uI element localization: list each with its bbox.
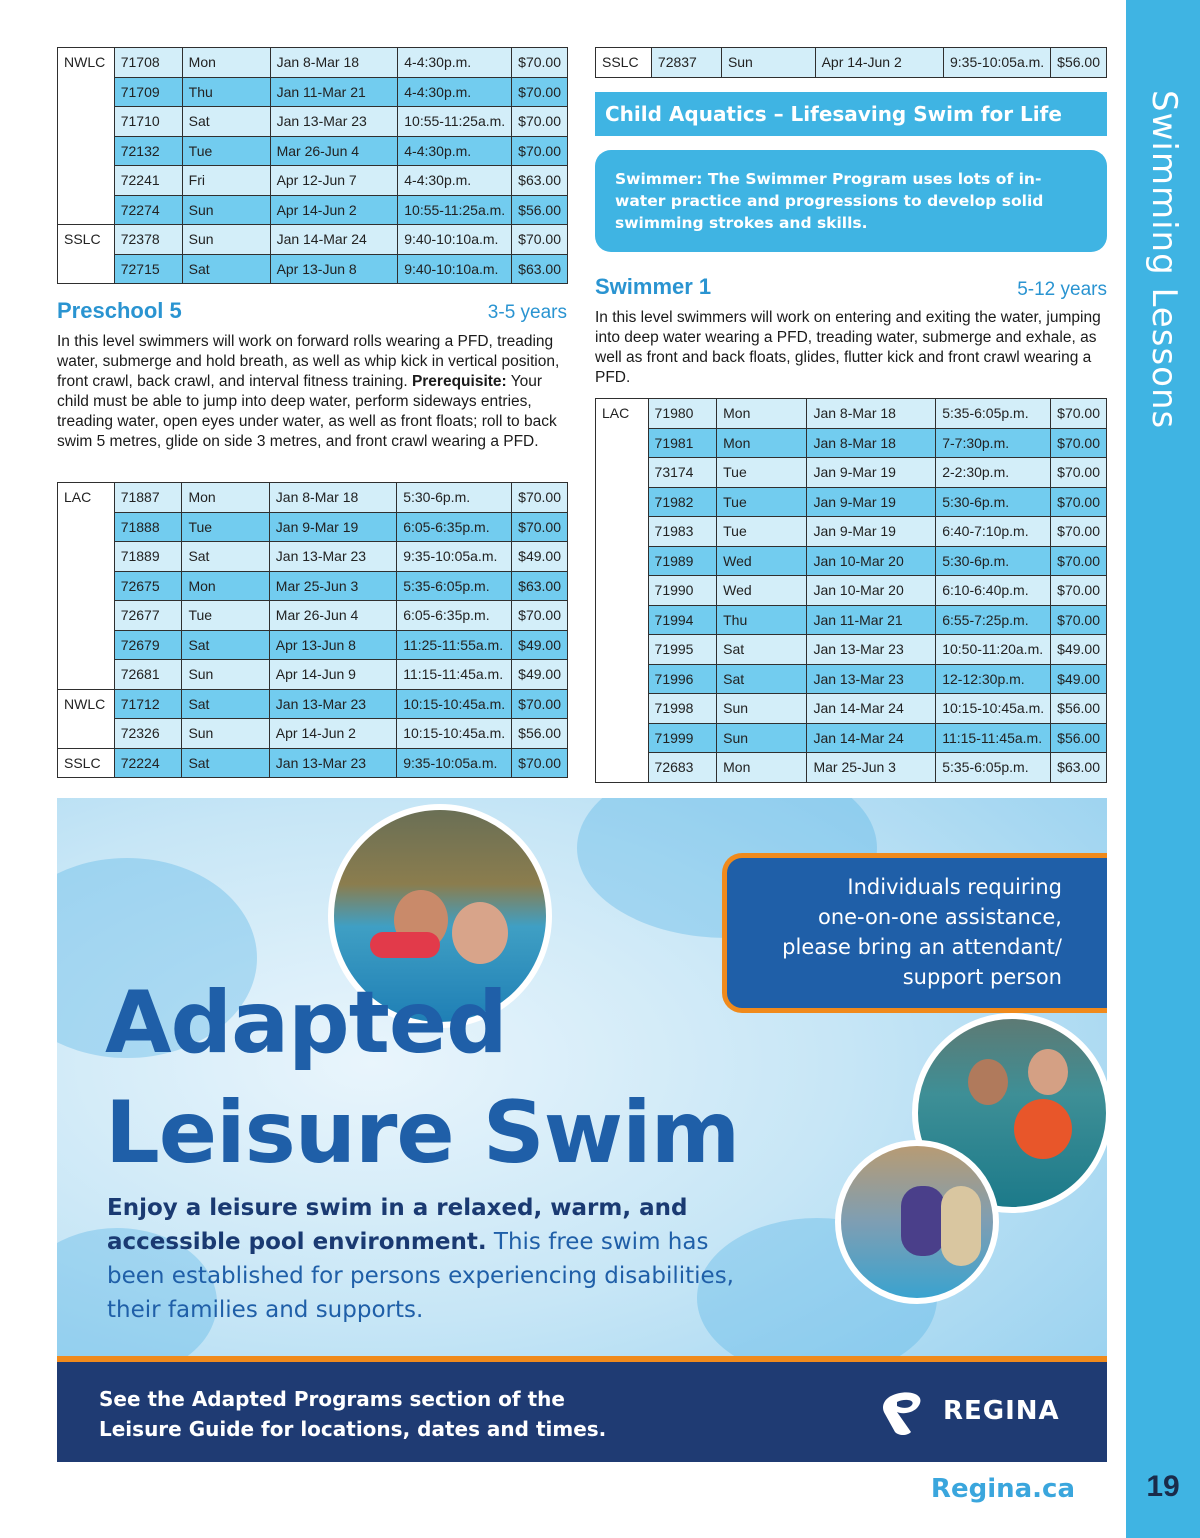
- course-code-cell: 71709: [114, 77, 182, 107]
- fee-cell: $49.00: [512, 542, 568, 572]
- fee-cell: $63.00: [512, 166, 568, 196]
- day-cell: Sun: [182, 225, 270, 255]
- course-code-cell: 72683: [648, 753, 717, 783]
- time-cell: 2-2:30p.m.: [936, 458, 1051, 488]
- dates-cell: Jan 10-Mar 20: [807, 576, 936, 606]
- fee-cell: $70.00: [512, 107, 568, 137]
- time-cell: 10:55-11:25a.m.: [398, 107, 512, 137]
- footer-line: Leisure Guide for locations, dates and times.: [99, 1417, 607, 1441]
- course-code-cell: 71999: [648, 723, 717, 753]
- location-cell: NWLC: [58, 689, 115, 748]
- course-code-cell: 72241: [114, 166, 182, 196]
- fee-cell: $70.00: [512, 512, 568, 542]
- promo-title-line2: Leisure Swim: [105, 1083, 740, 1183]
- day-cell: Tue: [182, 601, 269, 631]
- day-cell: Mon: [182, 571, 269, 601]
- dates-cell: Jan 8-Mar 18: [270, 48, 398, 78]
- fee-cell: $63.00: [1051, 753, 1107, 783]
- schedule-table-preschool-4: [57, 47, 568, 284]
- day-cell: Tue: [717, 487, 807, 517]
- fee-cell: $49.00: [512, 630, 568, 660]
- course-code-cell: 72224: [114, 748, 182, 778]
- location-cell: LAC: [596, 399, 649, 783]
- table-row: [596, 605, 1107, 635]
- schedule-table-preschool-5: [57, 482, 568, 778]
- time-cell: 6:10-6:40p.m.: [936, 576, 1051, 606]
- table-row: [58, 630, 568, 660]
- course-code-cell: 73174: [648, 458, 717, 488]
- time-cell: 10:50-11:20a.m.: [936, 635, 1051, 665]
- day-cell: Fri: [182, 166, 270, 196]
- day-cell: Sat: [182, 254, 270, 284]
- dates-cell: Apr 14-Jun 9: [269, 660, 396, 690]
- fee-cell: $56.00: [1051, 48, 1107, 78]
- course-code-cell: 71980: [648, 399, 717, 429]
- course-code-cell: 71998: [648, 694, 717, 724]
- fee-cell: $70.00: [512, 136, 568, 166]
- day-cell: Sat: [182, 748, 269, 778]
- dates-cell: Apr 14-Jun 2: [269, 719, 396, 749]
- fee-cell: $70.00: [512, 77, 568, 107]
- day-cell: Mon: [182, 483, 269, 513]
- table-row: [58, 136, 568, 166]
- table-row: [58, 254, 568, 284]
- course-code-cell: 71989: [648, 546, 717, 576]
- dates-cell: Jan 10-Mar 20: [807, 546, 936, 576]
- time-cell: 5:35-6:05p.m.: [936, 399, 1051, 429]
- time-cell: 6:05-6:35p.m.: [397, 601, 512, 631]
- table-row: [596, 517, 1107, 547]
- fee-cell: $63.00: [512, 571, 568, 601]
- table-row: [596, 458, 1107, 488]
- fee-cell: $70.00: [1051, 576, 1107, 606]
- fee-cell: $70.00: [1051, 399, 1107, 429]
- location-cell: LAC: [58, 483, 115, 690]
- course-code-cell: 71994: [648, 605, 717, 635]
- time-cell: 6:55-7:25p.m.: [936, 605, 1051, 635]
- prerequisite-label: Prerequisite:: [411, 373, 507, 390]
- dates-cell: Jan 13-Mar 23: [269, 689, 396, 719]
- footer-line: See the Adapted Programs section of the: [99, 1387, 565, 1411]
- day-cell: Sun: [182, 660, 269, 690]
- dates-cell: Apr 14-Jun 2: [270, 195, 398, 225]
- day-cell: Sat: [717, 664, 807, 694]
- preschool5-age: 3-5 years: [487, 302, 567, 323]
- attendant-line: one-on-one assistance,: [817, 905, 1062, 929]
- day-cell: Sat: [182, 542, 269, 572]
- time-cell: 9:35-10:05a.m.: [397, 748, 512, 778]
- time-cell: 10:15-10:45a.m.: [936, 694, 1051, 724]
- time-cell: 10:15-10:45a.m.: [397, 719, 512, 749]
- table-row: [58, 512, 568, 542]
- pool-photo-lift: [835, 1140, 999, 1304]
- promo-footer: [57, 1356, 1107, 1462]
- day-cell: Mon: [717, 399, 807, 429]
- day-cell: Sun: [717, 694, 807, 724]
- table-row: [596, 753, 1107, 783]
- table-row: [58, 483, 568, 513]
- course-code-cell: 71982: [648, 487, 717, 517]
- day-cell: Sat: [182, 107, 270, 137]
- table-row: [596, 694, 1107, 724]
- regina-logo-text: REGINA: [943, 1396, 1060, 1426]
- location-cell: SSLC: [596, 48, 652, 78]
- attendant-line: Individuals requiring: [847, 875, 1062, 899]
- dates-cell: Jan 9-Mar 19: [807, 487, 936, 517]
- course-code-cell: 71710: [114, 107, 182, 137]
- adapted-swim-promo: [57, 798, 1107, 1462]
- table-row: [58, 107, 568, 137]
- time-cell: 10:55-11:25a.m.: [398, 195, 512, 225]
- table-row: [58, 689, 568, 719]
- course-code-cell: 71887: [114, 483, 182, 513]
- fee-cell: $70.00: [512, 48, 568, 78]
- time-cell: 9:40-10:10a.m.: [398, 254, 512, 284]
- course-code-cell: 71712: [114, 689, 182, 719]
- fee-cell: $56.00: [512, 195, 568, 225]
- course-code-cell: 71990: [648, 576, 717, 606]
- preschool5-description: [57, 332, 572, 452]
- fee-cell: $70.00: [512, 483, 568, 513]
- page-number: 19: [1146, 1470, 1180, 1503]
- table-row: [596, 635, 1107, 665]
- fee-cell: $70.00: [1051, 487, 1107, 517]
- time-cell: 9:35-10:05a.m.: [944, 48, 1051, 78]
- time-cell: 12-12:30p.m.: [936, 664, 1051, 694]
- promo-title-line1: Adapted: [105, 973, 507, 1073]
- fee-cell: $70.00: [512, 748, 568, 778]
- promo-lead-rest: This free swim has been established for persons experiencing disabilities, their families and supports.: [107, 1229, 734, 1323]
- table-row: [58, 225, 568, 255]
- course-code-cell: 71996: [648, 664, 717, 694]
- course-code-cell: 72679: [114, 630, 182, 660]
- dates-cell: Jan 13-Mar 23: [807, 664, 936, 694]
- dates-cell: Jan 9-Mar 19: [807, 517, 936, 547]
- day-cell: Sat: [182, 689, 269, 719]
- preschool5-title: Preschool 5: [57, 298, 182, 323]
- table-row: [58, 719, 568, 749]
- time-cell: 4-4:30p.m.: [398, 48, 512, 78]
- dates-cell: Jan 14-Mar 24: [270, 225, 398, 255]
- dates-cell: Jan 8-Mar 18: [269, 483, 396, 513]
- day-cell: Sun: [182, 719, 269, 749]
- table-row: [58, 48, 568, 78]
- course-code-cell: 72675: [114, 571, 182, 601]
- day-cell: Wed: [717, 576, 807, 606]
- course-code-cell: 72274: [114, 195, 182, 225]
- table-row: [596, 428, 1107, 458]
- attendant-line: please bring an attendant/: [782, 935, 1062, 959]
- dates-cell: Jan 13-Mar 23: [269, 542, 396, 572]
- fee-cell: $70.00: [1051, 428, 1107, 458]
- table-row: [596, 576, 1107, 606]
- schedule-table-swimmer-1: [595, 398, 1107, 783]
- time-cell: 11:25-11:55a.m.: [397, 630, 512, 660]
- fee-cell: $70.00: [1051, 605, 1107, 635]
- day-cell: Mon: [717, 428, 807, 458]
- prerequisite-text: Your child must be able to jump into deep water, perform sideways entries, treading water, open eyes under water, as well as front floats; roll to back swim 5 metres, glide on side 3 metres, and front crawl wearing a PFD.: [57, 373, 557, 450]
- swimmer1-age: 5-12 years: [1017, 279, 1107, 300]
- course-code-cell: 71983: [648, 517, 717, 547]
- day-cell: Mon: [717, 753, 807, 783]
- dates-cell: Jan 11-Mar 21: [807, 605, 936, 635]
- location-cell: SSLC: [58, 748, 115, 778]
- day-cell: Tue: [182, 512, 269, 542]
- day-cell: Tue: [717, 458, 807, 488]
- preschool5-desc-text: In this level swimmers will work on forward rolls wearing a PFD, treading water, submerge and hold breath, as well as whip kick in vertical position, front crawl, back crawl, and interval fitness training.: [57, 333, 560, 390]
- dates-cell: Mar 25-Jun 3: [269, 571, 396, 601]
- day-cell: Sun: [721, 48, 815, 78]
- day-cell: Wed: [717, 546, 807, 576]
- promo-description: [107, 1191, 747, 1327]
- table-row: [58, 77, 568, 107]
- course-code-cell: 72378: [114, 225, 182, 255]
- day-cell: Sat: [182, 630, 269, 660]
- table-row: [596, 48, 1107, 78]
- schedule-table-continued: [595, 47, 1107, 78]
- attendant-line: support person: [902, 965, 1062, 989]
- dates-cell: Jan 8-Mar 18: [807, 428, 936, 458]
- dates-cell: Jan 14-Mar 24: [807, 694, 936, 724]
- table-row: [58, 166, 568, 196]
- course-code-cell: 72677: [114, 601, 182, 631]
- time-cell: 5:30-6p.m.: [397, 483, 512, 513]
- fee-cell: $70.00: [512, 225, 568, 255]
- dates-cell: Mar 26-Jun 4: [270, 136, 398, 166]
- fee-cell: $63.00: [512, 254, 568, 284]
- day-cell: Tue: [182, 136, 270, 166]
- course-code-cell: 72681: [114, 660, 182, 690]
- table-row: [596, 399, 1107, 429]
- dates-cell: Jan 14-Mar 24: [807, 723, 936, 753]
- table-row: [58, 601, 568, 631]
- fee-cell: $70.00: [512, 689, 568, 719]
- time-cell: 5:35-6:05p.m.: [397, 571, 512, 601]
- time-cell: 9:40-10:10a.m.: [398, 225, 512, 255]
- location-cell: NWLC: [58, 48, 115, 225]
- swimmer-program-callout: Swimmer: The Swimmer Program uses lots of in-water practice and progressions to develop solid swimming strokes and skills.: [595, 150, 1107, 252]
- time-cell: 4-4:30p.m.: [398, 77, 512, 107]
- course-code-cell: 71888: [114, 512, 182, 542]
- table-row: [58, 748, 568, 778]
- dates-cell: Apr 13-Jun 8: [270, 254, 398, 284]
- time-cell: 7-7:30p.m.: [936, 428, 1051, 458]
- dates-cell: Jan 13-Mar 23: [807, 635, 936, 665]
- dates-cell: Jan 8-Mar 18: [807, 399, 936, 429]
- time-cell: 6:40-7:10p.m.: [936, 517, 1051, 547]
- fee-cell: $70.00: [1051, 517, 1107, 547]
- time-cell: 9:35-10:05a.m.: [397, 542, 512, 572]
- swimmer1-description: In this level swimmers will work on entering and exiting the water, jumping into deep water wearing a PFD, treading water, submerge and exhale, as well as front and back floats, glides, flutter kick and front crawl wearing a PFD.: [595, 309, 1101, 386]
- day-cell: Tue: [717, 517, 807, 547]
- fee-cell: $49.00: [512, 660, 568, 690]
- time-cell: 5:30-6p.m.: [936, 546, 1051, 576]
- location-cell: SSLC: [58, 225, 115, 284]
- table-row: [58, 195, 568, 225]
- course-code-cell: 72326: [114, 719, 182, 749]
- course-code-cell: 72715: [114, 254, 182, 284]
- footer-text: [99, 1384, 619, 1444]
- time-cell: 5:30-6p.m.: [936, 487, 1051, 517]
- section-banner: Child Aquatics – Lifesaving Swim for Life: [595, 92, 1107, 136]
- dates-cell: Jan 13-Mar 23: [269, 748, 396, 778]
- fee-cell: $70.00: [1051, 546, 1107, 576]
- dates-cell: Mar 25-Jun 3: [807, 753, 936, 783]
- dates-cell: Apr 13-Jun 8: [269, 630, 396, 660]
- fee-cell: $56.00: [512, 719, 568, 749]
- swimmer1-title: Swimmer 1: [595, 274, 712, 299]
- time-cell: 10:15-10:45a.m.: [397, 689, 512, 719]
- course-code-cell: 71995: [648, 635, 717, 665]
- time-cell: 11:15-11:45a.m.: [936, 723, 1051, 753]
- dates-cell: Apr 12-Jun 7: [270, 166, 398, 196]
- dates-cell: Mar 26-Jun 4: [269, 601, 396, 631]
- day-cell: Thu: [182, 77, 270, 107]
- time-cell: 6:05-6:35p.m.: [397, 512, 512, 542]
- day-cell: Mon: [182, 48, 270, 78]
- dates-cell: Jan 13-Mar 23: [270, 107, 398, 137]
- table-row: [58, 660, 568, 690]
- attendant-notice: [722, 853, 1107, 1013]
- table-row: [58, 571, 568, 601]
- course-code-cell: 72837: [651, 48, 721, 78]
- table-row: [596, 546, 1107, 576]
- day-cell: Thu: [717, 605, 807, 635]
- course-code-cell: 72132: [114, 136, 182, 166]
- fee-cell: $56.00: [1051, 694, 1107, 724]
- course-code-cell: 71889: [114, 542, 182, 572]
- table-row: [596, 664, 1107, 694]
- day-cell: Sat: [717, 635, 807, 665]
- day-cell: Sun: [182, 195, 270, 225]
- course-code-cell: 71981: [648, 428, 717, 458]
- time-cell: 5:35-6:05p.m.: [936, 753, 1051, 783]
- site-url[interactable]: Regina.ca: [930, 1474, 1075, 1504]
- side-tab-label: Swimming Lessons: [1144, 90, 1184, 430]
- dates-cell: Apr 14-Jun 2: [815, 48, 943, 78]
- fee-cell: $70.00: [1051, 458, 1107, 488]
- promo-lead-bold: Enjoy a leisure swim in a relaxed, warm, and accessible pool environment.: [107, 1195, 688, 1255]
- table-row: [596, 723, 1107, 753]
- time-cell: 11:15-11:45a.m.: [397, 660, 512, 690]
- dates-cell: Jan 9-Mar 19: [269, 512, 396, 542]
- fee-cell: $49.00: [1051, 664, 1107, 694]
- dates-cell: Jan 11-Mar 21: [270, 77, 398, 107]
- fee-cell: $49.00: [1051, 635, 1107, 665]
- table-row: [58, 542, 568, 572]
- regina-logo-mark-icon: [877, 1388, 933, 1438]
- table-row: [596, 487, 1107, 517]
- time-cell: 4-4:30p.m.: [398, 166, 512, 196]
- dates-cell: Jan 9-Mar 19: [807, 458, 936, 488]
- course-code-cell: 71708: [114, 48, 182, 78]
- time-cell: 4-4:30p.m.: [398, 136, 512, 166]
- fee-cell: $56.00: [1051, 723, 1107, 753]
- fee-cell: $70.00: [512, 601, 568, 631]
- day-cell: Sun: [717, 723, 807, 753]
- regina-logo: [877, 1388, 1077, 1438]
